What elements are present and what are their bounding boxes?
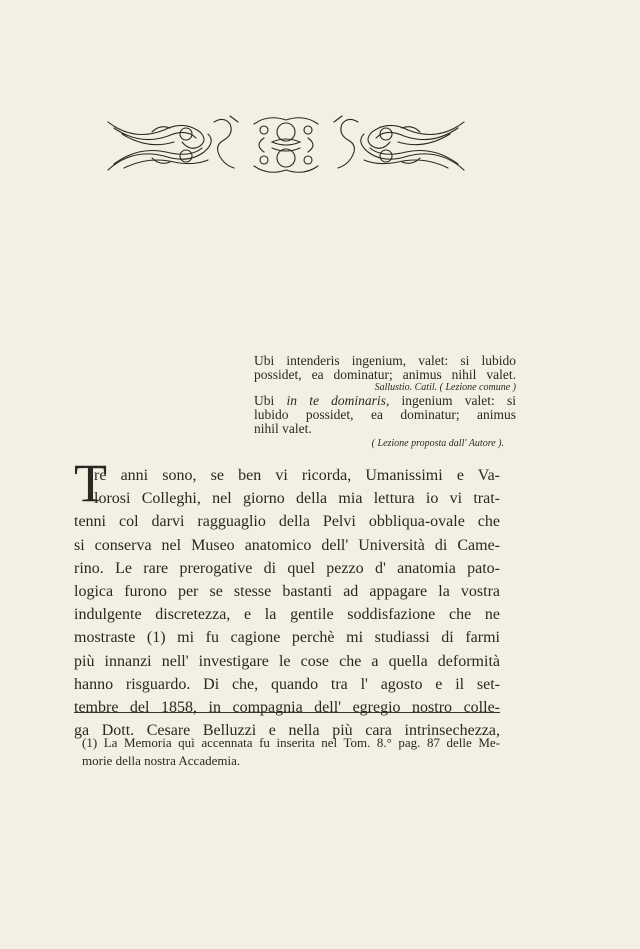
footnote-divider [74, 712, 500, 713]
body-line: re anni sono, se ben vi ricorda, Umanissimi e Va- [94, 467, 500, 484]
body-line: più innanzi nell' investigare le cose che a quella deformità [74, 652, 500, 670]
ornament-scroll-icon [104, 112, 468, 178]
footnote-line: (1) La Memoria quì accennata fu inserita nel Tom. 8.° pag. 87 delle Me- [82, 735, 500, 750]
epigraph-emphasis: in te dominaris, [286, 393, 390, 408]
epigraph-quote-proposed [254, 394, 516, 450]
decorative-headpiece [104, 112, 468, 178]
epigraph-text: Ubi [254, 393, 287, 408]
body-line: si conserva nel Museo anatomico dell' Università di Came- [74, 536, 500, 554]
footnote [82, 734, 500, 769]
epigraph-line: Ubi intenderis ingenium, valet: si lubido [254, 353, 516, 368]
body-line: indulgente discretezza, e la gentile soddisfazione che ne [74, 606, 500, 624]
epigraph-line: possidet, ea dominatur; animus nihil valet. [254, 367, 516, 382]
epigraph-source: ( Lezione proposta dall' Autore ). [371, 438, 504, 449]
body-line: logica furono per se stesse bastanti ad appagare la vostra [74, 582, 500, 600]
drop-cap: T [74, 453, 107, 513]
body-line: mostraste (1) mi fu cagione perchè mi studiassi di farmi [74, 629, 500, 647]
body-line: tembre del 1858, in compagnia dell' egregio nostro colle- [74, 698, 500, 716]
body-line: tenni col darvi ragguaglio della Pelvi obbliqua-ovale che [74, 513, 500, 531]
epigraph-quote-common [254, 354, 516, 394]
footnote-line: morie della nostra Accademia. [82, 752, 241, 768]
epigraph-line: nihil valet. [254, 421, 312, 436]
epigraph [254, 354, 516, 450]
body-line: rino. Le rare prerogative di quel pezzo d' anatomia pato- [74, 559, 500, 577]
body-paragraph [74, 464, 500, 742]
epigraph-line [254, 394, 516, 408]
epigraph-text: ingenium valet: si [389, 393, 516, 408]
epigraph-source: Sallustio. Catil. ( Lezione comune ) [374, 382, 516, 393]
body-line: lorosi Colleghi, nel giorno della mia lettura io vi trat- [94, 490, 500, 508]
body-line: hanno risguardo. Di che, quando tra l' agosto e il set- [74, 675, 500, 693]
epigraph-line: lubido possidet, ea dominatur; animus [254, 407, 516, 422]
body-line: ga Dott. Cesare Belluzzi e nella più cara intrinsechezza, [74, 722, 500, 740]
